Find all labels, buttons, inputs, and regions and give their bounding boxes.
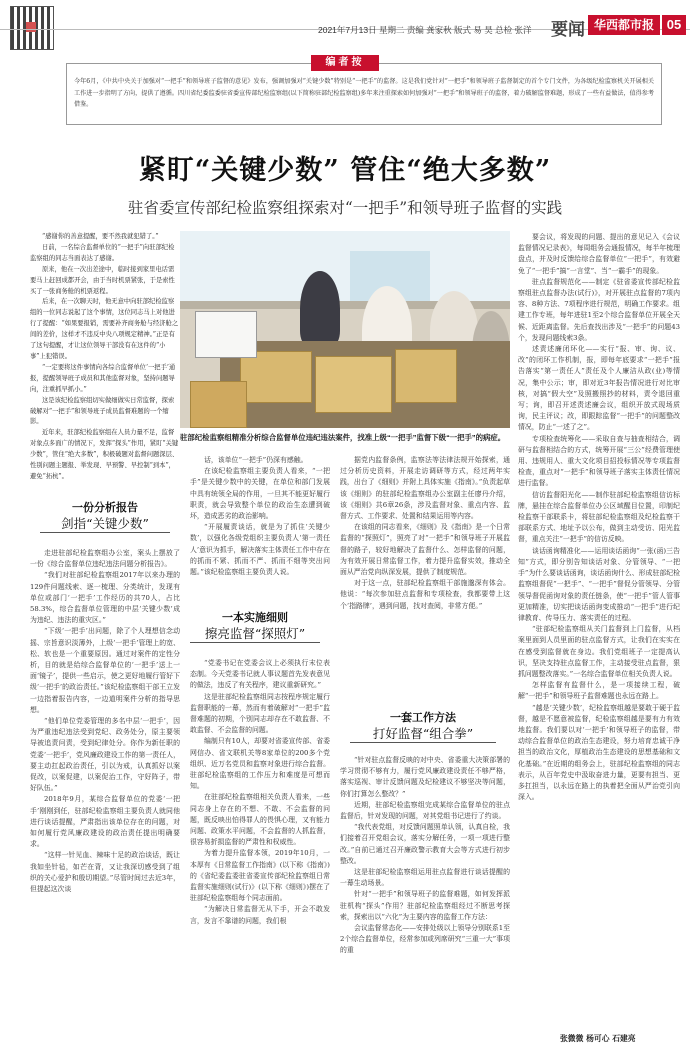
paragraph: 话，该单位“一把手”仍深有感触。 <box>204 456 308 464</box>
paragraph: “驻部纪检监察组从关门监督到上门监督，从档案里面到人员里面的驻点监督方式，让我们在实实在在感受到监督就在身边。我们党组班子一定提高认识，坚决支持驻点监督工作，主动接受驻点监督，狠抓问题整改落实。”一名综合监督单位相关负责人说。 <box>518 625 680 678</box>
editor-note-text: 今年6月，《中共中央关于加强对“一把手”和领导班子监督的意见》发布，强调加强对“关键少数”特别是“一把手”的监督。这是我们党针对“一把手”和领导班子监督制定的首个专门文件，为各级纪检监察机关开展相关工作进一步指明了方向，提供了遵循。四川省纪委监委驻省委宣传部纪检监察组(以下简称驻部纪检监察组)多年来注重探索如何加强对“一把手”和领导班子的监督，着力破解监督难题，形成了一些有益做法，值得参考借鉴。 <box>74 78 654 108</box>
subheadline: 驻省委宣传部纪检监察组探索对“一把手”和领导班子监督的实践 <box>127 199 563 217</box>
paragraph: 专项检查统筹化——采取自查与抽查相结合，调研与监督相结合的方式，统筹开展“三公”经费管理使用、违规用人、重大文化项目招投标情况等专项监督检查，重点对“一把手”和领导班子落实主体责任情况进行监督。 <box>518 434 680 488</box>
paragraph: 在该组的同志看来，《细则》及《指南》是一个日常监督的“探照灯”，照亮了对“一把手”和领导班子开展监督的路子，较好地解决了监督什么、怎样监督的问题，为有效开展日常监督工作，着力提升监督实效，推动全面从严治党向纵深发展，提供了制度规范。 <box>340 523 510 577</box>
paragraph: “党委书记在党委会议上必须执行末位表态制。今天党委书记就人事议题首先发表意见的做法，违反了有关程序，建议重新研究。” <box>190 659 330 690</box>
paragraph: 2018年9月，某综合监督单位的党委‘一把手’刚刚到任，驻部纪检监察组主要负责人就同他进行谈话提醒，严肃指出该单位存在的问题，对如何履行党风廉政建设的政治责任提出明确要求。 <box>30 795 180 849</box>
paragraph: 信访监督阳光化——制作驻部纪检监察组信访标牌，悬挂在综合监督单位办公区域醒目位置，印制纪检监察干部联系卡，将驻部纪检监察组及纪检监察干部联系方式、地址予以公布，做到主动受访、阳光监督，重点关注“一把手”的信访反映。 <box>518 490 680 544</box>
intro-column <box>30 232 180 480</box>
paragraph: “他们单位党委管理的多名中层‘一把手’，因为严重违纪违法受到党纪、政务处分，原主要领导被追责问责，受到纪律处分。你作为新任职的党委‘一把手’，党风廉政建设工作的第一责任人，要主动扛起政治责任，引以为戒，认真抓好以案促改，以案促建，以案促治工作，守好阵子，带好队伍。” <box>30 717 180 793</box>
paragraph: 走进驻部纪检监察组办公室，案头上摆放了一份《综合监督单位违纪违法问题分析报告》。 <box>30 549 180 569</box>
article-column-3a <box>340 455 510 705</box>
author-byline: 张微微 杨可心 石建亮 <box>560 1034 636 1043</box>
paragraph: “这样一针见血、辣味十足的政治谈话，既让我如坐针毡，如芒在背，又让我深切感受到了组织的关心爱护和殷切期望。”尽管时间过去近3年，但提起这次谈 <box>30 851 180 894</box>
paragraph: “我代表党组，对反馈问题照单认领，认真自检，我们接着召开党组会议，落实分解任务，一项一项进行整改。”自前已通过召开廉政警示教育大会等方式进行初步整改。 <box>340 823 510 865</box>
paragraph: 谈话函询精准化——运用谈话函询“一张(函)三告知”方式，即分别告知谈话对象、分管领导、“一把手”为什么要谈话函询，谈话函询什么、形成驻部纪检监察组督促“一把手”、“一把手”督促分管领导、分管领导督促函询对象的责任链条，使“一把手”管人管事更加精准，切实把谈话函询变成推动“一把手”进行纪律教育、传导压力、落实责任的过程。 <box>518 546 681 622</box>
article-column-3b <box>340 755 510 1044</box>
photo-caption: 驻部纪检监察组精准分析综合监督单位违纪违法案件，找准上级“一把手”监督下级“一把手”的病症。 <box>180 433 506 442</box>
news-photo <box>180 231 510 428</box>
paragraph: 述责述廉闭环化——实行“报、审、询、议、改”的闭环工作机制，报，即每年底要求“一把手”报告落实“第一责任人”责任及个人廉洁从政(业)等情况，集中公示；审，即对近3年报告情况进行对比审核，对搞“假大空”及照搬照抄的材料，责令退回重写；询，即召开述责述廉会议，组织开放式现场质询，民主评议；改，即跟踪监督“一把手”的问题整改情况，防止“一述了之”。 <box>518 345 680 432</box>
paragraph: “越是‘关键少数’，纪检监察组越是要敢于硬于监督，越是不愿意被监督，纪检监察组越是要有力有效地监督。我们要以对‘一把手’和领导班子的监督，带动综合监督单位的政治生态建设，努力培育忠诚干净担当的政治文化，厚植政治生态建设的思想基础和文化基础。”在近期的组务会上，驻部纪检监察组的同志表示，从百年党史中汲取奋进力量，更要有担当、更多扛担当，以永远在路上的执着把全面从严治党引向深入。 <box>518 703 680 802</box>
header-meta: 2021年7月13日 星期二 责编 龚家秋 版式 易 昊 总检 张洋 <box>318 25 532 35</box>
paragraph: “为解决日常监督无从下手，开会不敢发言，发言不靠谱的问题，我们根 <box>190 905 330 925</box>
paragraph: 针对“一把手”和领导班子的监督难题，如何发挥派驻机构“探头”作用？驻部纪检监察组经过不断思考探索，探索出以“六化”为主要内容的监督工作方法： <box>340 890 510 921</box>
paragraph: 会议监督常态化——安排处级以上领导分别联系1至2个综合监督单位，经常参加或列席研究“三重一大”事项的重 <box>340 924 510 955</box>
headline: 紧盯“关键少数” 管住“绝大多数” <box>138 155 552 186</box>
heading-rule <box>190 642 320 643</box>
paragraph: 怎样监督有监督什么，是一项接续工程，破解“一把手”和领导班子监督难题也永远在路上。 <box>518 681 680 701</box>
paragraph: 这是驻部纪检监察组同志按程序规定履行监督职能的一幕，然而有着破解对“一把手”监督难题的初期，个别同志却存在不敢监督、不敢监督、不会监督的问题。 <box>190 692 330 735</box>
paragraph: 要会议，将发现的问题、提出的意见记入《会议监督情况记录表》，每周组务会通报情况，每半年梳理盘点，并及时反馈给综合监督单位“一把手”，有效避免了“一把手”搞“一言堂”、当“一霸手”的现象。 <box>518 233 680 275</box>
paragraph: 驻点监督规范化——制定《驻省委宣传部纪检监察组驻点监督办法(试行)》，对开展驻点监督的7项内容、8种方法、7项程序进行规范，明确工作要求。组建工作专班，每年进驻1至2个综合监督单位开展全天候、近距离监督。先后查找出涉及“一把手”的问题43个，发现问题线索3条。 <box>518 277 680 342</box>
paragraph: 在该纪检监察组主要负责人看来，“一把手”是关键少数中的关键，在单位和部门发展中具有统领全局的作用，一旦其不能更好履行职责，就会导致整个单位的政治生态遭到破坏，造成恶劣的政治影响。 <box>190 467 330 521</box>
article-column-1 <box>30 548 180 1044</box>
paragraph: 这是该纪检监察组切实做细做实日常监督，探索破解对“一把手”和领导班子成员监督难题的一个缩影。 <box>30 396 175 426</box>
paragraph: 近年来，驻部纪检监察组在人员力量不足，监督对象点多面广的情况下，发挥“探头”作用，紧盯“关键少数”，管住“绝大多数”，积极破题对监督问题深层、性别问题主题报、举发现、早预警、早控制“到本”，避免“拓杭”。 <box>30 429 179 480</box>
paragraph: “我们对驻部纪检监察组2017年以来办理的129件问题线索、逐一梳理、分类统计，发现有单位或部门‘一把手’工作经历的共70人，占比58.3%，综合监督单位管理的中层‘关键少数’成为违纪、违法的重灾区。” <box>30 571 180 625</box>
paragraph: 对于这一点，驻部纪检监察组干部施邈深有体会。他说：“每次参加驻点监督和专项检查，我都要带上这个‘指路牌’，遇到问题，找对查阅，非常方便。” <box>340 579 510 610</box>
heading-rule <box>350 742 496 743</box>
paragraph: 为着力提升监督本领，2019年10月，一本厚有《日常监督工作指南》(以下称《指南》)的《省纪委监委驻省委宣传部纪检监察组日常监督实施细则(试行)》(以下称《细则》)摆在了驻部纪检监察组每个同志面前。 <box>190 849 330 903</box>
paragraph: 原来，他在一次出差途中，临时接到家里电话需要马上赶回成都开会，由于当时机票紧张，于是索性买了一张商务舱的机票返程。 <box>30 265 175 295</box>
section-heading-2: 一本实施细则 擦亮监督“探照灯” <box>204 611 306 641</box>
article-column-2b <box>190 658 330 1044</box>
article-column-2a <box>190 455 330 607</box>
paragraph: “开展履责谈话，就是为了抓住‘关键少数’，以强化各级党组织主要负责人‘第一责任人’意识为抓手，解决落实主体责任工作中存在的抓而不紧、抓而不严、抓而不细等突出问题。”该纪检监察组主要负责人说。 <box>190 523 331 577</box>
page-number: 05 <box>662 15 686 35</box>
paragraph: 后来，在一次聊天时，他无意中向驻部纪检监察组的一位同志说起了这个事情，这位同志马上对他进行了提醒：“如果要报销，需要补齐商务舱与经济舱之间的差价，这样才不违反中央八项规定精神。”正是有了这句提醒，才让这位领导干部没有在这件的“小事”上犯错误。 <box>30 298 179 360</box>
article-column-4 <box>518 232 680 1030</box>
section-heading-1: 一份分析报告 剑指“关键少数” <box>61 501 149 531</box>
paragraph: “针对驻点监督反映的对中央、省委重大决策部署的学习贯彻不够有力，履行党风廉政建设责任不够严格，落实巡视、审计反馈问题及纪检建议不够坚决等问题，你们打算怎么整改？” <box>340 756 510 798</box>
paragraph: 编制只有10人，却要对省委宣传部、省委网信办、省文联机关等8家单位的200多个党组织、近万名党员和监察对象进行综合监督。驻部纪检监察组的工作压力和难度是可想而知。 <box>190 737 330 791</box>
paragraph: 在驻部纪检监察组相关负责人看来，一些同志身上存在的不想、不敢、不会监督的问题，既反映出怕得罪人的畏惧心理，又有能力问题、政策水平问题，不会监督的人抓监督，很容易折损监督的严肃性和权威性。 <box>190 793 330 847</box>
newspaper-logo: 华西都市报 <box>588 15 660 35</box>
paragraph: “下级‘一把手’出问题，除了个人理想信念动摇、宗旨意识淡薄外，上级‘一把手’管理上的宽、松、软也是一个重要原因。通过对案件的定性分析，目的就是给综合监督单位的‘一把手’送上一面‘镜子’，提供一些启示，使之更好地履行管好下级‘一把手’的政治责任。”该纪检监察组干部王立发一边指着报告内容，一边道明案件分析的指导思想。 <box>30 627 180 714</box>
paragraph: 近期，驻部纪检监察组完成某综合监督单位的驻点监督后，针对发现的问题，对其党组书记进行了约谈。 <box>340 800 510 821</box>
paragraph: 日前，一名综合监督单位的“一把手”向驻部纪检监察组的同志当面表达了感谢。 <box>30 243 175 262</box>
section-title: 要闻 <box>551 20 585 39</box>
qr-code-image <box>10 6 54 50</box>
editor-note-label: 编者按 <box>311 55 379 71</box>
paragraph: “感谢你的善意提醒，要不然我就犯错了。” <box>42 233 159 240</box>
paragraph: 这是驻部纪检监察组运用驻点监督进行谈话提醒的一幕生动场景。 <box>340 868 510 888</box>
section-heading-3: 一套工作方法 打好监督“组合拳” <box>372 711 474 741</box>
paragraph: 据党内监督条例，监察法等法律法规开始探索，通过分析历史资料，开展走访调研等方式，经过两年实践，出台了《细则》并附上具体实施《指南》。”负责起草该《细则》的驻部纪检监察组办公室副主任廖丹介绍，该《细则》共6章26条，涉及监督对象、重点内容、监督方式、工作要求、处置和结果运用等内容。 <box>340 456 510 521</box>
heading-rule <box>40 532 170 533</box>
paragraph: “一定要将这件事情向各综合监督单位‘一把手’通报，提醒领导班子成员和其他监督对象，坚持问题导向，注重抓早抓小。” <box>30 363 176 393</box>
